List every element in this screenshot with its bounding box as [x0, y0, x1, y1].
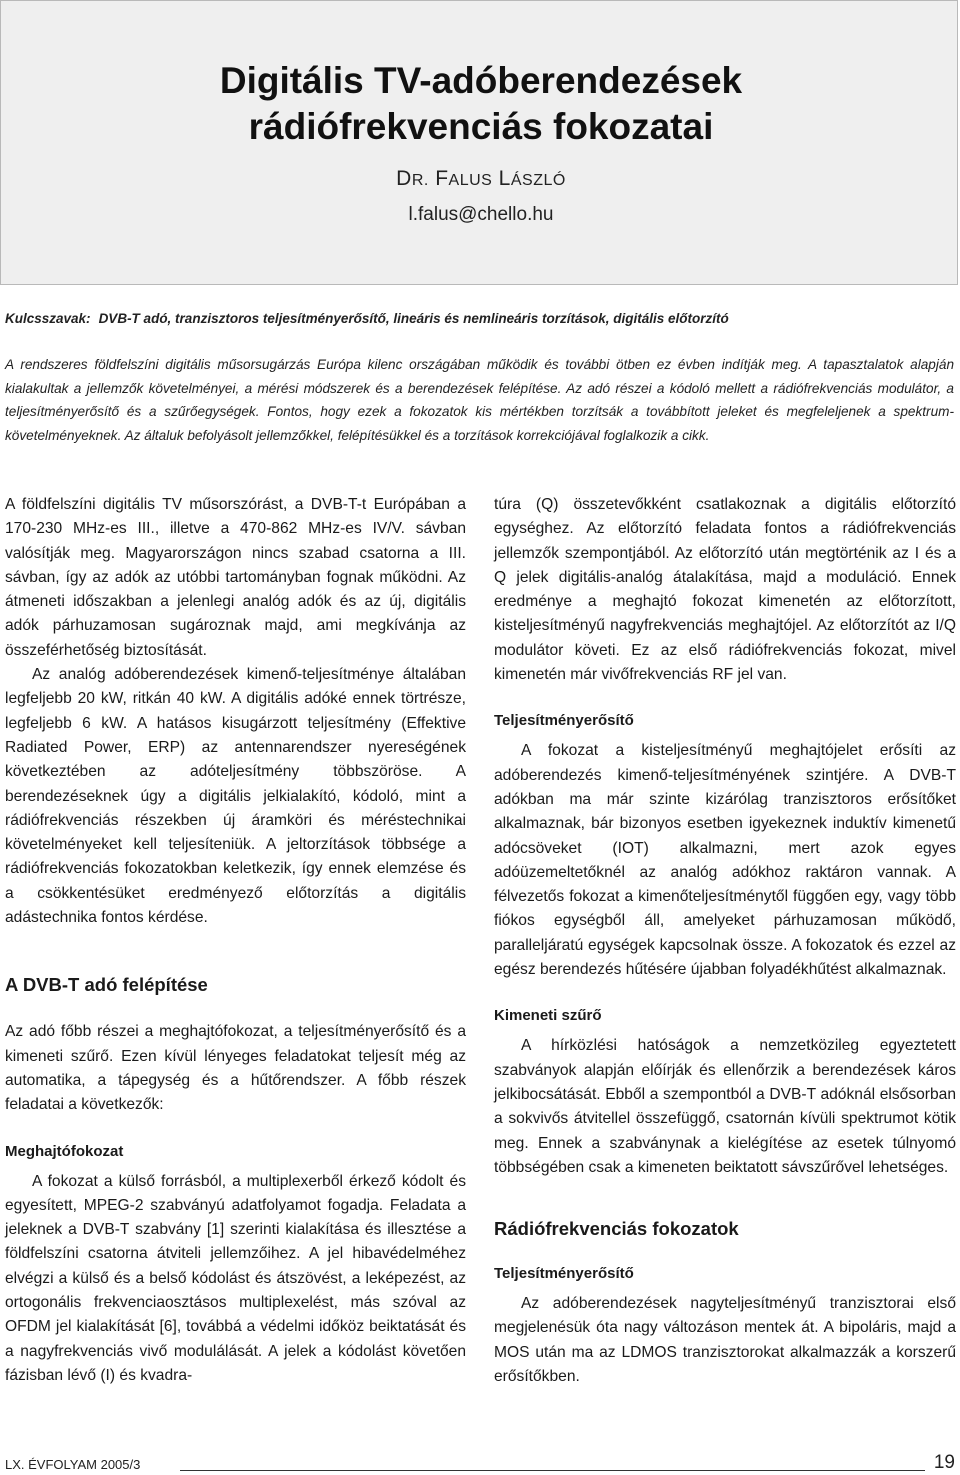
page-number: 19 — [933, 1452, 955, 1473]
abstract: A rendszeres földfelszíni digitális műsorsugárzás Európa kilenc országában működik és további ötben ez évben indítják meg. A tapasztalatok alapján kialakultak a jellemzők követelményei, a mérési módszerek és a berendezések felépítése. Az adó részei a kódoló mellett a rádiófrekvenciás modulátor, a teljesítményerősítő és a szűrőegységek. Fontos, hogy ezek a fokozatok kis mértékben torzítsák a továbbított jeleket és megfeleljenek a spektrum-követelményeknek. Az általuk befolyásolt jellemzőkkel, felépítésükkel és a torzítások korrekciójával foglalkozik a cikk. — [5, 357, 954, 443]
author-name — [1, 167, 960, 191]
author-initial-l: L — [498, 167, 511, 190]
left-paragraph-3: Az adó főbb részei a meghajtófokozat, a teljesítményerősítő és a kimeneti szűrő. Ezen kívül lényeges feladatokat teljesít még az automatika, a tápegység és a hűtőrendszer. A főbb részek feladatai a következők: — [5, 1023, 466, 1114]
author-initial-f: F — [435, 167, 449, 190]
right-column — [494, 493, 956, 1389]
author-initial-d: D — [396, 167, 412, 190]
right-paragraph-1: túra (Q) összetevőkként csatlakoznak a digitális előtorzító egységhez. Az előtorzító feladata fontos a rádiófrekvenciás jellemzők szempontjából. Az előtorzító után megtörténik az I és a Q jelek digitális-analóg átalakítása, majd a moduláció. Ennek eredménye a meghajtó fokozat kimenetén az előtorzított, kisteljesítményű nagyfrekvenciás meghajtójel. Az előtorzítót az I/Q modulátor követi. Ez az első rádiófrekvenciás fokozat, mivel kimenetén már vivőfrekvenciás RF jel van. — [494, 496, 956, 684]
keywords-text: DVB-T adó, tranzisztoros teljesítményerősítő, lineáris és nemlineáris torzítások, digitális előtorzító — [98, 311, 729, 326]
right-paragraph-3: A hírközlési hatóságok a nemzetközileg egyeztetett szabványok alapján előírják és ellenőrzik a berendezések káros jelkibocsátását. Ebből a szempontból a DVB-T adóknál elsősorban a sokvivős átvitellel összefüggő, csatornán kívüli spektrumot kötik meg. Ennek a szabványnak a kielégítése az esetek túlnyomó többségében csak a kimeneten beiktatott sávszűrővel lehetséges. — [494, 1037, 956, 1176]
right-paragraph-2: A fokozat a kisteljesítményű meghajtójelet erősíti az adóberendezés kimenő-teljesítményének szintjére. A DVB-T adókban ma már szinte kizárólag tranzisztoros erősítőket alkalmaznak, bár bizonyos esetben igyekeznek induktív kimenetű adócsöveket (IOT) alkalmazni, mert azok egyes adóüzemeltetőknél az analóg adókhoz raktáron vannak. A félvezetős fokozat a kimenőteljesítménytől függően egy, vagy több fiókos egységből áll, amelyeket párhuzamosan működő, paralleljáratú egységek kapcsolnak össze. A fokozatok és ezzel az egész berendezés hűtésére újabban folyadékhűtést alkalmaznak. — [494, 742, 956, 979]
subheading-teljesitmenyerosito-2: Teljesítményerősítő — [494, 1265, 634, 1283]
author-rest-alus: ALUS — [448, 172, 493, 189]
section-heading-dvbt: A DVB-T adó felépítése — [5, 974, 208, 996]
left-paragraph-2: Az analóg adóberendezések kimenő-teljesítménye általában legfeljebb 20 kW, ritkán 40 kW. A digitális adóké ennek törtrésze, legfeljebb 6 kW. A hatásos kisugárzott teljesítmény (Effektive Radiated Power, ERP) az antennarendszer nyereségének következtében az adóteljesítmény többszöröse. A berendezéseknek úgy a digitális jelkialakító, kódoló, mint a rádiófrekvenciás részekben új áramköri és méréstechnikai követelményeket kell teljesíteniük. A jeltorzítások többsége a rádiófrekvenciás fokozatokban keletkezik, így ennek elemzése és a csökkentésüket eredményező előtorzítás a digitális adástechnika fontos kérdése. — [5, 666, 466, 927]
article-title-line2: rádiófrekvenciás fokozatai — [248, 106, 714, 147]
section-heading-rf: Rádiófrekvenciás fokozatok — [494, 1218, 739, 1240]
author-rest-aszlo: ÁSZLÓ — [510, 172, 566, 189]
left-paragraph-4: A fokozat a külső forrásból, a multiplexerből érkező kódolt és egyesített, MPEG-2 szabványú adatfolyamot fogadja. Feladata a jeleknek a DVB-T szabvány [1] szerinti kialakítása és illesztése a földfelszíni csatorna átviteli jellemzőihez. A jel hibavédelméhez elvégzi a külső és a belső kódolást és átszövést, a leképezést, az ortogonális frekvenciaosztásos multiplexelést, más szóval az OFDM jel kialakítását [6], továbbá a védelmi időköz beiktatását és a nagyfrekvenciás vivő modulálását. A jelek a kódolást követően fázisban lévő (I) és kvadra- — [5, 1172, 466, 1384]
right-paragraph-4: Az adóberendezések nagyteljesítményű tranzisztorai első megjelenésük óta nagy változáson mentek át. A bipoláris, majd a MOS után ma az LDMOS tranzisztorokat alkalmazzák a korszerű erősítőkben. — [494, 1295, 956, 1386]
left-paragraph-1: A földfelszíni digitális TV műsorszórást, a DVB-T-t Európában a 170-230 MHz-es III., illetve a 470-862 MHz-es IV/V. sávban valósítják meg. Magyarországon nincs szabad csatorna a III. sávban, így az adók az utóbbi tartományban fognak működni. Az átmeneti időszakban a jelenlegi analóg adók és az új, digitális adók párhuzamosan sugároznak majd, ami megkívánja az összeférhetőség biztosítását. — [5, 496, 466, 659]
left-column — [5, 493, 466, 1388]
keywords-line — [5, 311, 955, 326]
subheading-kimeneti-szuro: Kimeneti szűrő — [494, 1007, 602, 1025]
title-box — [0, 0, 958, 285]
author-email: l.falus@chello.hu — [408, 204, 554, 225]
keywords-label: Kulcsszavak: — [5, 311, 91, 326]
article-title-line1: Digitális TV-adóberendezések — [219, 60, 743, 101]
subheading-teljesitmenyerosito-1: Teljesítményerősítő — [494, 712, 634, 730]
journal-issue: LX. ÉVFOLYAM 2005/3 — [5, 1457, 141, 1472]
author-rest-r: R. — [411, 172, 429, 189]
subheading-meghajtofokozat: Meghajtófokozat — [5, 1142, 124, 1160]
footer-rule — [180, 1470, 925, 1471]
